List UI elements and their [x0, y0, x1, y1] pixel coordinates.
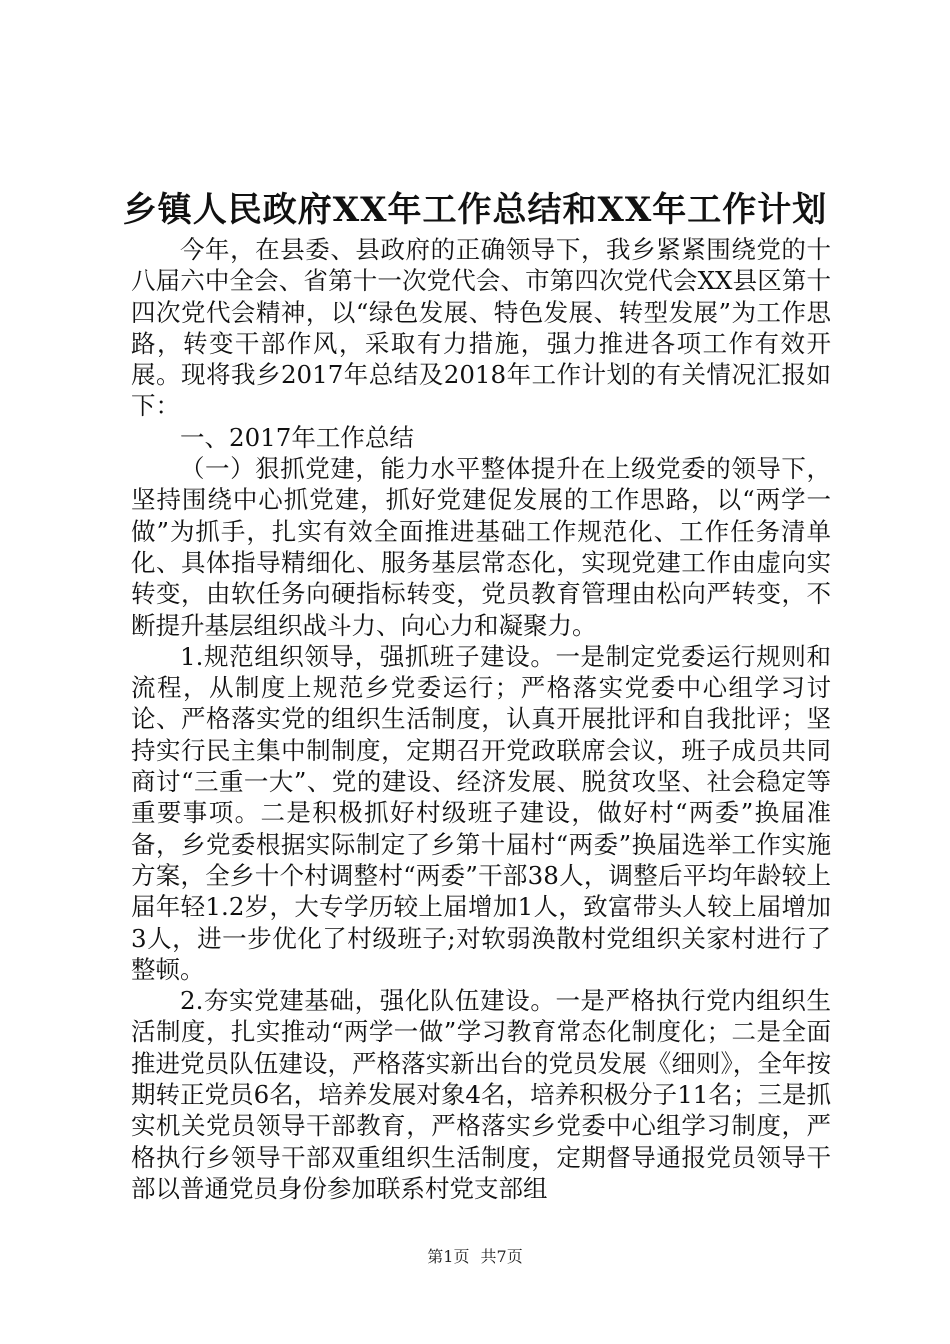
page-footer	[0, 1246, 950, 1268]
paragraph-party-building: （一）狠抓党建，能力水平整体提升在上级党委的领导下，坚持围绕中心抓党建，抓好党建促发展的工作思路，以“两学一做”为抓手，扎实有效全面推进基础工作规范化、工作任务清单化、具体指导精细化、服务基层常态化，实现党建工作由虚向实转变，由软任务向硬指标转变，党员教育管理由松向严转变，不断提升基层组织战斗力、向心力和凝聚力。	[131, 454, 831, 640]
paragraph-intro: 今年，在县委、县政府的正确领导下，我乡紧紧围绕党的十八届六中全会、省第十一次党代会、市第四次党代会XX县区第十四次党代会精神，以“绿色发展、特色发展、转型发展”为工作思路，转变干部作风，采取有力措施，强力推进各项工作有效开展。现将我乡2017年总结及2018年工作计划的有关情况汇报如下：	[131, 235, 831, 421]
page-number: 第1页	[427, 1247, 470, 1266]
section-heading: 一、2017年工作总结	[180, 422, 414, 452]
paragraph-item-2: 2.夯实党建基础，强化队伍建设。一是严格执行党内组织生活制度，扎实推动“两学一做”学习教育常态化制度化；二是全面推进党员队伍建设，严格落实新出台的党员发展《细则》，全年按期转正党员6名，培养发展对象4名，培养积极分子11名；三是抓实机关党员领导干部教育，严格落实乡党委中心组学习制度，严格执行乡领导干部双重组织生活制度，定期督导通报党员领导干部以普通党员身份参加联系村党支部组	[131, 986, 831, 1203]
page-total: 共7页	[480, 1247, 523, 1266]
paragraph-item-1: 1.规范组织领导，强抓班子建设。一是制定党委运行规则和流程，从制度上规范乡党委运行；严格落实党委中心组学习讨论、严格落实党的组织生活制度，认真开展批评和自我批评；坚持实行民主集中制制度，定期召开党政联席会议，班子成员共同商讨“三重一大”、党的建设、经济发展、脱贫攻坚、社会稳定等重要事项。二是积极抓好村级班子建设，做好村“两委”换届准备，乡党委根据实际制定了乡第十届村“两委”换届选举工作实施方案，全乡十个村调整村“两委”干部38人，调整后平均年龄较上届年轻1.2岁，大专学历较上届增加1人，致富带头人较上届增加3人，进一步优化了村级班子;对软弱涣散村党组织关家村进行了整顿。	[131, 641, 831, 984]
document-body	[131, 234, 831, 1204]
document-title: 乡镇人民政府XX年工作总结和XX年工作计划	[122, 190, 828, 230]
